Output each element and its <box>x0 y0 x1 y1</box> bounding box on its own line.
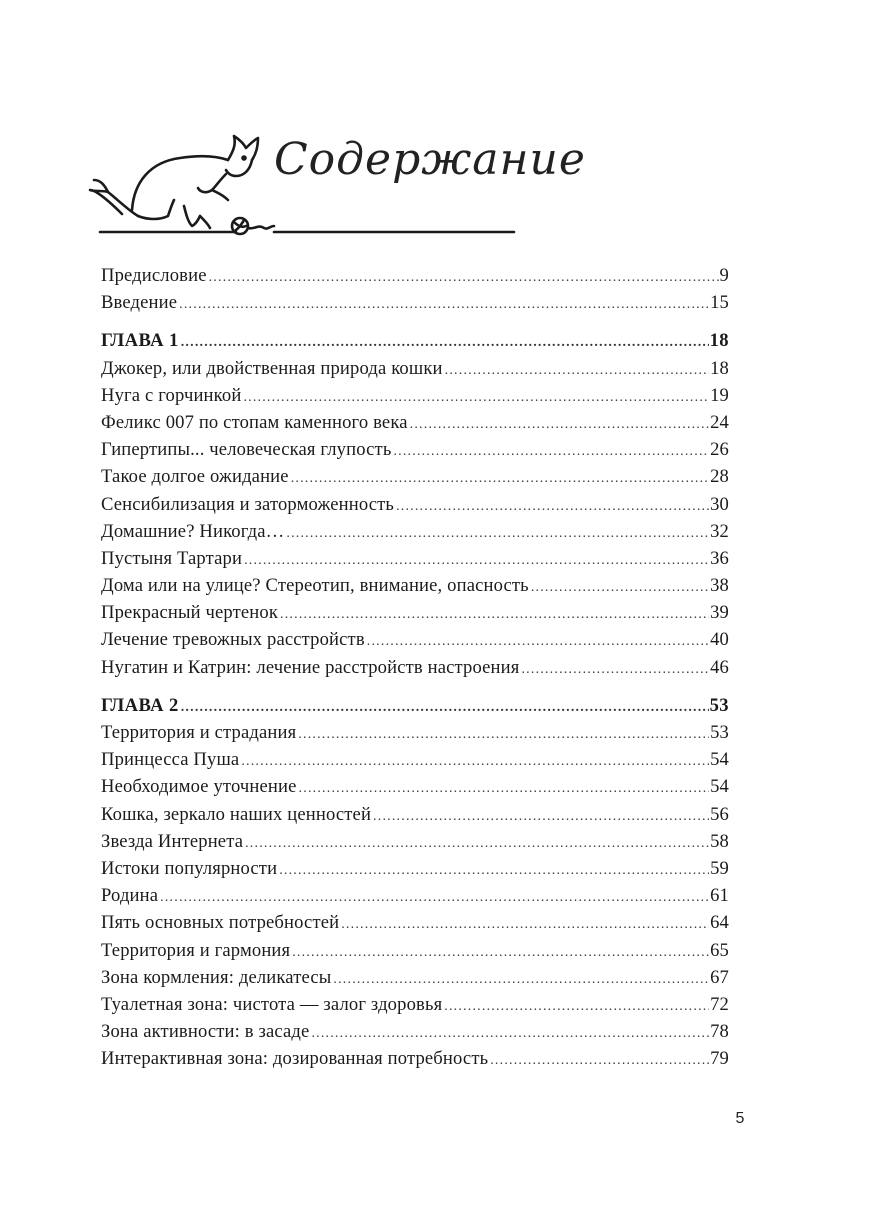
toc-entry[interactable] <box>101 773 729 800</box>
dot-leader <box>181 694 709 719</box>
dot-leader <box>367 628 709 653</box>
entry-title: Территория и страдания <box>101 722 297 743</box>
dot-leader <box>299 775 710 800</box>
toc-entry[interactable] <box>101 626 729 653</box>
entry-title: Территория и гармония <box>101 939 291 961</box>
entry-page-number: 72 <box>710 993 729 1015</box>
entry-page-number: 65 <box>710 939 729 961</box>
dot-leader <box>445 357 709 382</box>
dot-leader <box>444 993 709 1018</box>
entry-page-number: 67 <box>710 966 729 988</box>
entry-title: Гипертипы... человеческая глупость <box>101 439 392 461</box>
entry-page-number: 18 <box>709 330 729 352</box>
page-number: 5 <box>735 1110 745 1127</box>
entry-title: Пять основных потребностей <box>101 912 340 934</box>
entry-title: Необходимое уточнение <box>101 776 297 798</box>
toc-entry[interactable] <box>101 964 729 991</box>
entry-page-number: 54 <box>710 749 729 771</box>
dot-leader <box>311 1020 709 1045</box>
entry-title: Введение <box>101 292 178 314</box>
entry-title: Принцесса Пуша <box>101 749 240 771</box>
dot-leader <box>280 601 709 626</box>
entry-title: Пустыня Тартари <box>101 547 243 569</box>
toc-header <box>88 130 586 240</box>
toc-entry[interactable] <box>101 719 729 746</box>
entry-page-number: 28 <box>710 466 729 488</box>
dot-leader <box>286 520 709 545</box>
dot-leader <box>531 574 709 599</box>
entry-title: Нугатин и Катрин: лечение расстройств настроения <box>101 656 520 678</box>
entry-page-number: 56 <box>710 803 729 825</box>
toc-chapter-heading[interactable] <box>101 327 729 354</box>
toc-entry[interactable] <box>101 855 729 882</box>
entry-title: Сенсибилизация и заторможенность <box>101 493 395 515</box>
toc-entry[interactable] <box>101 382 729 409</box>
toc-entry[interactable] <box>101 937 729 964</box>
entry-page-number: 9 <box>719 265 729 286</box>
entry-title: Феликс 007 по стопам каменного века <box>101 411 408 433</box>
entry-title: Звезда Интернета <box>101 830 244 852</box>
dot-leader <box>279 857 709 882</box>
entry-page-number: 59 <box>710 857 729 879</box>
entry-page-number: 58 <box>710 830 729 852</box>
toc-entry[interactable] <box>101 801 729 828</box>
entry-title: Туалетная зона: чистота — залог здоровья <box>101 993 443 1015</box>
toc-entry[interactable] <box>101 545 729 572</box>
dot-leader <box>160 884 709 909</box>
entry-page-number: 32 <box>710 520 729 542</box>
entry-page-number: 19 <box>710 384 729 406</box>
dot-leader <box>410 411 709 436</box>
entry-page-number: 38 <box>710 575 729 597</box>
entry-title: Интерактивная зона: дозированная потребность <box>101 1048 489 1070</box>
toc-entry[interactable] <box>101 828 729 855</box>
entry-title: Родина <box>101 885 159 907</box>
section-spacer <box>101 681 729 692</box>
toc-title: Содержание <box>274 134 586 185</box>
dot-leader <box>396 493 709 518</box>
entry-page-number: 24 <box>710 411 729 433</box>
entry-title: Кошка, зеркало наших ценностей <box>101 803 372 825</box>
entry-page-number: 61 <box>710 885 729 907</box>
toc-entry[interactable] <box>101 572 729 599</box>
toc-entry[interactable] <box>101 599 729 626</box>
dot-leader <box>298 721 709 746</box>
dot-leader <box>181 329 709 354</box>
chapter-title: ГЛАВА 2 <box>101 694 179 716</box>
toc-chapter-heading[interactable] <box>101 692 729 719</box>
toc-entry[interactable] <box>101 909 729 936</box>
toc-entry[interactable] <box>101 1045 729 1072</box>
dot-leader <box>341 911 709 936</box>
entry-title: Предисловие <box>101 265 207 286</box>
entry-page-number: 64 <box>710 912 729 934</box>
toc-entry[interactable] <box>101 409 729 436</box>
entry-page-number: 79 <box>710 1048 729 1070</box>
entry-page-number: 18 <box>710 357 729 379</box>
entry-page-number: 40 <box>710 629 729 651</box>
entry-title: Истоки популярности <box>101 857 278 879</box>
dot-leader <box>292 939 709 964</box>
toc-entry[interactable] <box>101 355 729 382</box>
dot-leader <box>333 966 709 991</box>
entry-page-number: 30 <box>710 493 729 515</box>
entry-page-number: 53 <box>709 694 729 716</box>
entry-page-number: 39 <box>710 602 729 624</box>
entry-title: Прекрасный чертенок <box>101 602 279 624</box>
entry-page-number: 36 <box>710 547 729 569</box>
toc-entry[interactable] <box>101 463 729 490</box>
dot-leader <box>244 547 709 572</box>
entry-title: Домашние? Никогда… <box>101 520 285 542</box>
toc-entry[interactable] <box>101 436 729 463</box>
entry-title: Дома или на улице? Стереотип, внимание, опасность <box>101 575 529 597</box>
dot-leader <box>521 656 709 681</box>
toc-entry[interactable] <box>101 746 729 773</box>
entry-page-number: 54 <box>710 776 729 798</box>
entry-title: Зона кормления: деликатесы <box>101 966 332 988</box>
toc-entry[interactable] <box>101 289 729 316</box>
toc-entry[interactable] <box>101 654 729 681</box>
dot-leader <box>490 1047 709 1072</box>
entry-page-number: 15 <box>710 292 729 314</box>
dot-leader <box>241 748 709 773</box>
entry-page-number: 53 <box>710 722 729 743</box>
dot-leader <box>209 264 719 289</box>
entry-page-number: 78 <box>710 1021 729 1043</box>
entry-page-number: 46 <box>710 656 729 678</box>
toc-entry[interactable] <box>101 491 729 518</box>
toc-entry[interactable] <box>101 262 729 289</box>
section-spacer <box>101 316 729 327</box>
toc-entry[interactable] <box>101 991 729 1018</box>
entry-title: Нуга с горчинкой <box>101 384 242 406</box>
entry-page-number: 26 <box>710 439 729 461</box>
table-of-contents <box>101 262 729 1072</box>
dot-leader <box>291 465 709 490</box>
entry-title: Джокер, или двойственная природа кошки <box>101 357 443 379</box>
entry-title: Зона активности: в засаде <box>101 1021 310 1043</box>
toc-entry[interactable] <box>101 882 729 909</box>
dot-leader <box>243 384 709 409</box>
toc-entry[interactable] <box>101 518 729 545</box>
entry-title: Лечение тревожных расстройств <box>101 629 365 651</box>
entry-title: Такое долгое ожидание <box>101 466 289 488</box>
dot-leader <box>245 830 709 855</box>
dot-leader <box>179 291 709 316</box>
dot-leader <box>373 803 709 828</box>
toc-entry[interactable] <box>101 1018 729 1045</box>
chapter-title: ГЛАВА 1 <box>101 330 179 352</box>
dot-leader <box>393 438 709 463</box>
